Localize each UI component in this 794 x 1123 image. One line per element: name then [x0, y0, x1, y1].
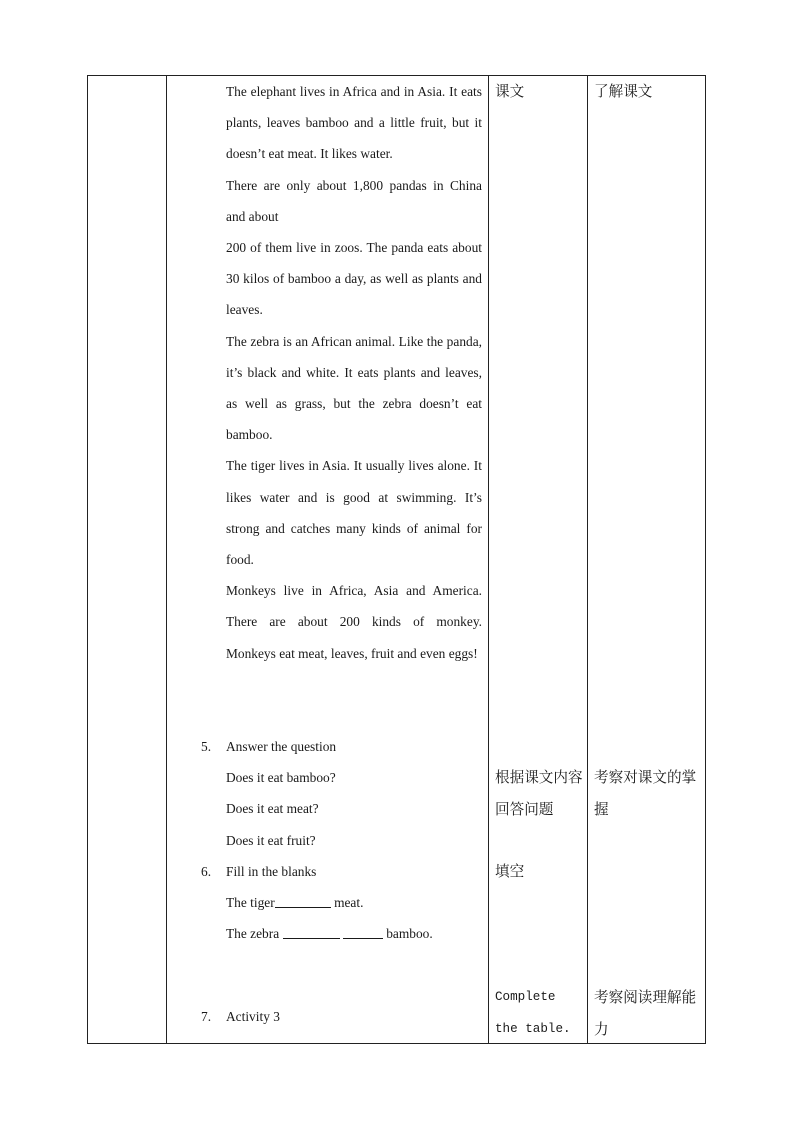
passage-paragraph-panda-1: There are only about 1,800 pandas in China and about	[226, 177, 482, 224]
activity-fill: 填空	[495, 863, 525, 880]
fill-blank-zebra-suffix: bamboo.	[382, 926, 433, 941]
step-6-title: Fill in the blanks	[226, 864, 317, 879]
blank-line[interactable]	[283, 924, 340, 939]
passage-paragraph-elephant: The elephant lives in Africa and in Asia. It eats plants, leaves bamboo and a little fruit, but it doesn’t eat meat. It likes water.	[226, 84, 482, 162]
reading-passage	[226, 76, 482, 669]
step-5-number: 5.	[201, 739, 212, 754]
activity-complete: Complete the table.	[495, 990, 571, 1036]
fill-blank-tiger-suffix: meat.	[330, 895, 364, 910]
step-7-number: 7.	[201, 1009, 212, 1024]
fill-blank-zebra-prefix: The zebra	[226, 926, 283, 941]
passage-paragraph-tiger: The tiger lives in Asia. It usually lives alone. It likes water and is good at swimming. It’s strong and catches many kinds of animal for food.	[226, 458, 482, 568]
activity-text: 课文	[495, 83, 525, 100]
purpose-answer: 考察对课文的掌握	[594, 769, 697, 818]
fill-blank-tiger	[226, 887, 363, 918]
purpose-reading: 考察阅读理解能力	[594, 989, 697, 1038]
column-divider	[166, 75, 167, 1044]
blank-line[interactable]	[275, 893, 331, 908]
column-divider	[488, 75, 489, 1044]
fill-blank-zebra	[226, 918, 433, 949]
blank-line[interactable]	[343, 924, 383, 939]
question-meat: Does it eat meat?	[226, 801, 319, 816]
step-7-title: Activity 3	[226, 1009, 280, 1024]
step-5-title: Answer the question	[226, 739, 337, 754]
question-fruit: Does it eat fruit?	[226, 833, 316, 848]
passage-paragraph-zebra: The zebra is an African animal. Like the panda, it’s black and white. It eats plants and leaves, as well as grass, but the zebra doesn’t eat bamboo.	[226, 333, 482, 443]
purpose-text: 了解课文	[594, 83, 653, 100]
column-divider	[587, 75, 588, 1044]
passage-paragraph-monkeys: Monkeys live in Africa, Asia and America. There are about 200 kinds of monkey. Monkeys eat meat, leaves, fruit and even eggs!	[226, 583, 482, 661]
question-bamboo: Does it eat bamboo?	[226, 770, 336, 785]
activity-answer: 根据课文内容回答问题	[495, 769, 583, 818]
step-6-number: 6.	[201, 864, 212, 879]
fill-blank-tiger-prefix: The tiger	[226, 895, 275, 910]
passage-paragraph-panda-2: 200 of them live in zoos. The panda eats about 30 kilos of bamboo a day, as well as plants and leaves.	[226, 240, 482, 318]
